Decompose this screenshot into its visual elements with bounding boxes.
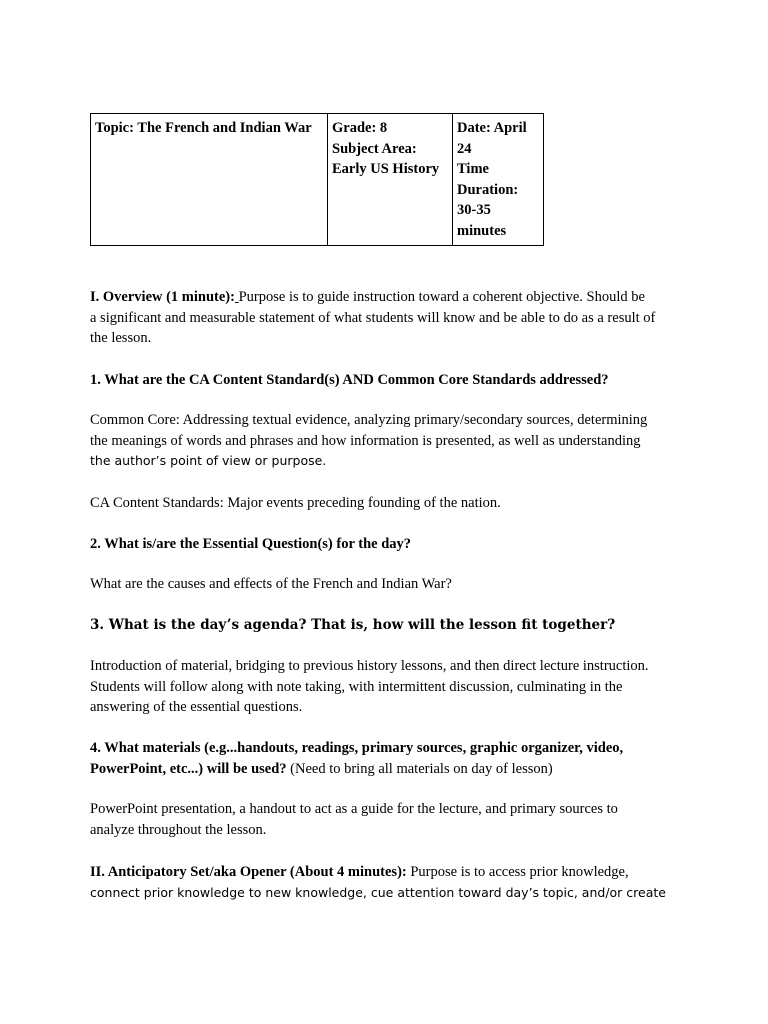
- q4-note: (Need to bring all materials on day of lesson): [286, 760, 553, 777]
- topic-text: Topic: The French and Indian War: [95, 120, 312, 136]
- ca-standards-paragraph: CA Content Standards: Major events preceding founding of the nation.: [90, 495, 501, 511]
- topic-cell: [91, 114, 328, 246]
- q4-answer: [90, 799, 690, 840]
- date-text: Date: April 24: [457, 120, 527, 157]
- time-duration-label: Time Duration:: [457, 161, 519, 198]
- common-core-line3: the author’s point of view or purpose.: [90, 453, 327, 468]
- q3-heading: 3. What is the day’s agenda? That is, how will the lesson fit together?: [90, 617, 616, 633]
- q4-heading-line2: PowerPoint, etc...) will be used?: [90, 760, 287, 777]
- q4-answer-line1: PowerPoint presentation, a handout to act as a guide for the lecture, and primary sources to: [90, 801, 618, 817]
- q4-heading-line2-wrap: [90, 759, 690, 780]
- q4-heading-line1: 4. What materials (e.g...handouts, readings, primary sources, graphic organizer, video,: [90, 740, 624, 756]
- common-core-line1: Common Core: Addressing textual evidence, analyzing primary/secondary sources, determining: [90, 412, 648, 428]
- overview-body-line3: the lesson.: [90, 330, 152, 346]
- date-duration-cell: [453, 114, 544, 246]
- overview-heading: I. Overview (1 minute):: [90, 289, 235, 305]
- anticipatory-section: [90, 862, 690, 903]
- anticipatory-body-line1: Purpose is to access prior knowledge,: [406, 864, 629, 880]
- q4-heading: [90, 738, 690, 779]
- grade-text: Grade: 8: [332, 120, 388, 136]
- common-core-paragraph: [90, 410, 690, 472]
- overview-body-line2: a significant and measurable statement of what students will know and be able to do as a result of: [90, 309, 656, 326]
- overview-line1: [90, 287, 690, 308]
- q3-answer-line3: answering of the essential questions.: [90, 699, 303, 715]
- lesson-header-table: [90, 113, 544, 246]
- grade-subject-cell: [328, 114, 453, 246]
- overview-section: [90, 287, 690, 349]
- anticipatory-line1: [90, 862, 690, 883]
- q3-answer-line2: Students will follow along with note taking, with intermittent discussion, culminating in the: [90, 678, 623, 695]
- anticipatory-body-line2: connect prior knowledge to new knowledge, cue attention toward day’s topic, and/or create: [90, 884, 666, 900]
- time-duration-value: 30-35 minutes: [457, 202, 507, 239]
- q2-answer: What are the causes and effects of the French and Indian War?: [90, 576, 452, 592]
- q1-heading: 1. What are the CA Content Standard(s) AND Common Core Standards addressed?: [90, 372, 609, 388]
- q3-answer: [90, 656, 690, 718]
- q3-answer-line1: Introduction of material, bridging to previous history lessons, and then direct lecture instruction.: [90, 658, 649, 674]
- q4-answer-line2: analyze throughout the lesson.: [90, 821, 267, 838]
- subject-area-label: Subject Area:: [332, 140, 417, 157]
- subject-area-value: Early US History: [332, 161, 440, 177]
- q2-heading: 2. What is/are the Essential Question(s) for the day?: [90, 536, 412, 552]
- common-core-line2: the meanings of words and phrases and how information is presented, as well as understanding: [90, 432, 641, 449]
- header-row: [91, 114, 544, 246]
- overview-body-line1: Purpose is to guide instruction toward a coherent objective. Should be: [238, 289, 645, 305]
- anticipatory-heading: II. Anticipatory Set/aka Opener (About 4 minutes):: [90, 864, 407, 880]
